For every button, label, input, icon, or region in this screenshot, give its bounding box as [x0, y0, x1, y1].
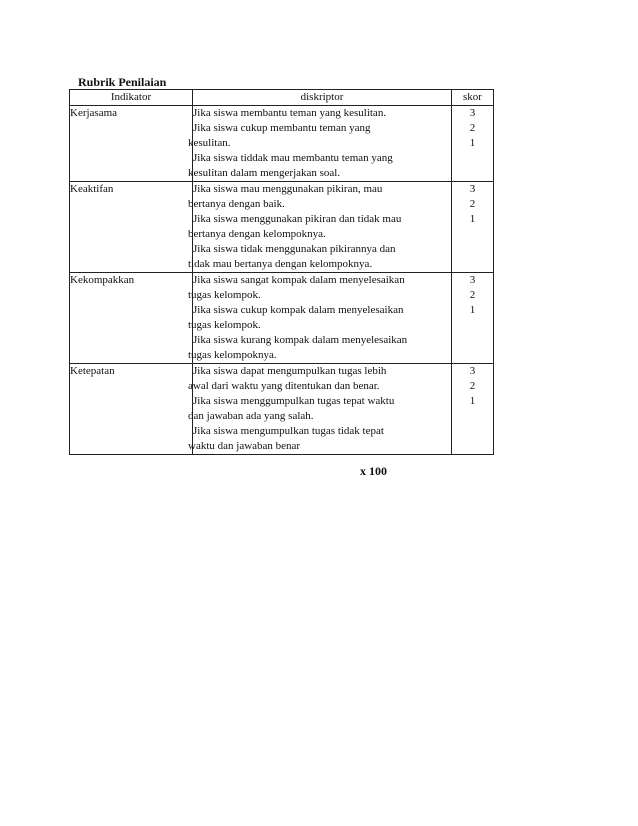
descriptor-line: dan jawaban ada yang salah.: [188, 410, 314, 422]
descriptor-line: kesulitan dalam mengerjakan soal.: [188, 167, 341, 179]
deskriptor-cell: [188, 273, 452, 364]
skor-cell: [452, 273, 494, 364]
descriptor-item: [188, 242, 451, 272]
skor-cell: [452, 106, 494, 182]
descriptor-item: [188, 151, 451, 181]
deskriptor-cell: [188, 182, 452, 273]
score-value: 1: [469, 137, 476, 149]
table-header-row: [70, 90, 494, 106]
rubric-table: [69, 89, 494, 455]
header-indikator: Indikator: [70, 90, 193, 106]
score-multiplier: x 100: [360, 464, 387, 478]
descriptor-line: bertanya dengan kelompoknya.: [188, 228, 326, 240]
descriptor-line: Jika siswa mau menggunakan pikiran, mau: [193, 183, 383, 195]
descriptor-line: Jika siswa dapat mengumpulkan tugas lebih: [193, 365, 387, 377]
table-row: [70, 106, 494, 182]
descriptor-line: bertanya dengan baik.: [188, 198, 285, 210]
descriptor-line: tidak mau bertanya dengan kelompoknya.: [188, 258, 373, 270]
score-value: 3: [469, 365, 476, 377]
deskriptor-cell: [188, 106, 452, 182]
descriptor-item: [188, 212, 451, 242]
score-value: 2: [469, 289, 476, 301]
descriptor-line: Jika siswa mengumpulkan tugas tidak tepat: [193, 425, 384, 437]
score-value: 1: [469, 304, 476, 316]
score-value: 2: [469, 380, 476, 392]
descriptor-item: [188, 303, 451, 333]
descriptor-line: Jika siswa membantu teman yang kesulitan.: [193, 107, 387, 119]
descriptor-item: [188, 424, 451, 454]
score-value: 1: [469, 395, 476, 407]
score-value: 2: [469, 198, 476, 210]
descriptor-item: [193, 106, 451, 121]
table-row: [70, 182, 494, 273]
rubric-table-body: [70, 106, 494, 455]
indikator-cell: Kerjasama: [70, 106, 193, 182]
descriptor-item: [188, 121, 451, 151]
indikator-cell: Ketepatan: [70, 364, 193, 455]
header-skor: skor: [452, 90, 494, 106]
descriptor-line: Jika siswa menggumpulkan tugas tepat waktu: [193, 395, 395, 407]
score-value: 3: [469, 274, 476, 286]
header-deskriptor: diskriptor: [193, 90, 452, 106]
descriptor-line: Jika siswa tidak menggunakan pikirannya dan: [193, 243, 396, 255]
descriptor-line: tugas kelompoknya.: [188, 349, 277, 361]
indikator-cell: Keaktifan: [70, 182, 193, 273]
score-value: 3: [469, 107, 476, 119]
descriptor-item: [188, 182, 451, 212]
table-row: [70, 273, 494, 364]
score-value: 1: [469, 213, 476, 225]
descriptor-line: tugas kelompok.: [188, 319, 261, 331]
descriptor-line: Jika siswa sangat kompak dalam menyelesaikan: [193, 274, 405, 286]
descriptor-item: [188, 273, 451, 303]
descriptor-line: kesulitan.: [188, 137, 231, 149]
table-row: [70, 364, 494, 455]
indikator-cell: Kekompakkan: [70, 273, 193, 364]
descriptor-line: Jika siswa cukup kompak dalam menyelesaikan: [193, 304, 404, 316]
descriptor-line: awal dari waktu yang ditentukan dan benar.: [188, 380, 380, 392]
descriptor-line: Jika siswa kurang kompak dalam menyelesaikan: [193, 334, 408, 346]
deskriptor-cell: [188, 364, 452, 455]
descriptor-line: Jika siswa menggunakan pikiran dan tidak mau: [193, 213, 402, 225]
score-value: 2: [469, 122, 476, 134]
descriptor-line: tugas kelompok.: [188, 289, 261, 301]
skor-cell: [452, 364, 494, 455]
descriptor-line: Jika siswa tiddak mau membantu teman yang: [193, 152, 393, 164]
descriptor-line: Jika siswa cukup membantu teman yang: [193, 122, 371, 134]
rubric-heading: Rubrik Penilaian: [78, 75, 167, 89]
skor-cell: [452, 182, 494, 273]
descriptor-item: [188, 364, 451, 394]
score-value: 3: [469, 183, 476, 195]
descriptor-item: [188, 333, 451, 363]
descriptor-line: waktu dan jawaban benar: [188, 440, 301, 452]
descriptor-item: [188, 394, 451, 424]
